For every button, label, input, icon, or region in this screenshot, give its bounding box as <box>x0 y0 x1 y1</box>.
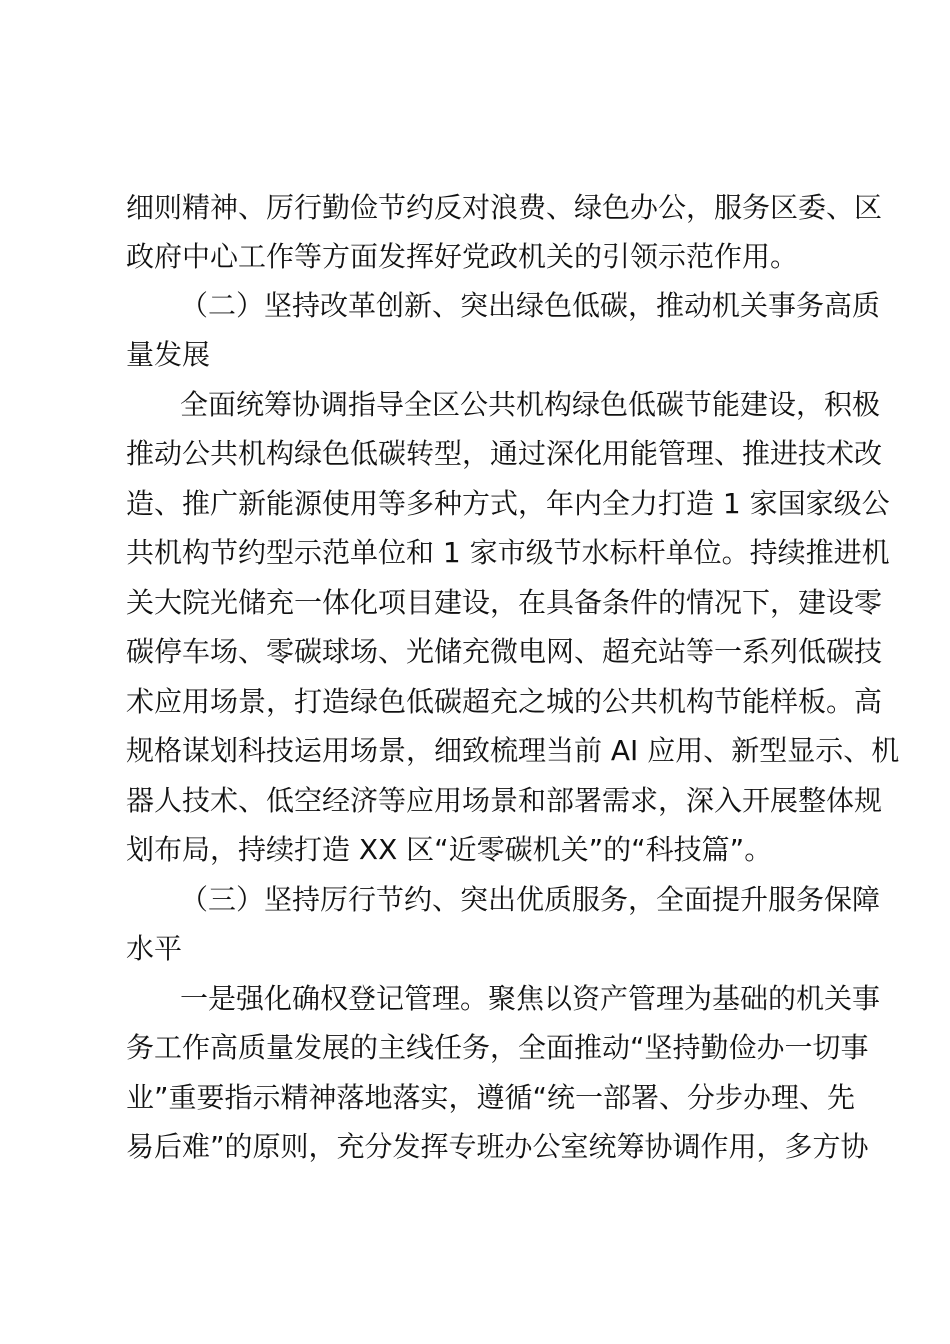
paragraph-line: 一是强化确权登记管理。聚焦以资产管理为基础的机关事 <box>180 982 881 1015</box>
paragraph-line: 碳停车场、零碳球场、光储充微电网、超充站等一系列低碳技 <box>126 635 883 668</box>
section-heading-line: （二）坚持改革创新、突出绿色低碳，推动机关事务高质 <box>180 289 881 322</box>
paragraph-line: 划布局，持续打造 XX 区“近零碳机关”的“科技篇”。 <box>126 833 773 866</box>
paragraph-line: 全面统筹协调指导全区公共机构绿色低碳节能建设，积极 <box>180 388 881 421</box>
paragraph-line: 业”重要指示精神落地落实，遵循“统一部署、分步办理、先 <box>126 1081 856 1114</box>
paragraph-line: 器人技术、低空经济等应用场景和部署需求，深入开展整体规 <box>126 784 883 817</box>
paragraph-line: 术应用场景，打造绿色低碳超充之城的公共机构节能样板。高 <box>126 685 883 718</box>
paragraph-line: 规格谋划科技运用场景，细致梳理当前 AI 应用、新型显示、机 <box>126 734 900 767</box>
paragraph-line: 推动公共机构绿色低碳转型，通过深化用能管理、推进技术改 <box>126 437 883 470</box>
paragraph-line: 关大院光储充一体化项目建设，在具备条件的情况下，建设零 <box>126 586 883 619</box>
paragraph-line: 易后难”的原则，充分发挥专班办公室统筹协调作用，多方协 <box>126 1130 869 1163</box>
paragraph-line: 细则精神、厉行勤俭节约反对浪费、绿色办公，服务区委、区 <box>126 191 883 224</box>
paragraph-line: 造、推广新能源使用等多种方式，年内全力打造 1 家国家级公 <box>126 487 890 520</box>
paragraph-line: 务工作高质量发展的主线任务，全面推动“坚持勤俭办一切事 <box>126 1031 869 1064</box>
section-heading-line: 量发展 <box>126 338 211 371</box>
section-heading-line: （三）坚持厉行节约、突出优质服务，全面提升服务保障 <box>180 883 881 916</box>
section-heading-line: 水平 <box>126 932 183 965</box>
paragraph-line: 共机构节约型示范单位和 1 家市级节水标杆单位。持续推进机 <box>126 536 890 569</box>
paragraph-line: 政府中心工作等方面发挥好党政机关的引领示范作用。 <box>126 240 799 273</box>
